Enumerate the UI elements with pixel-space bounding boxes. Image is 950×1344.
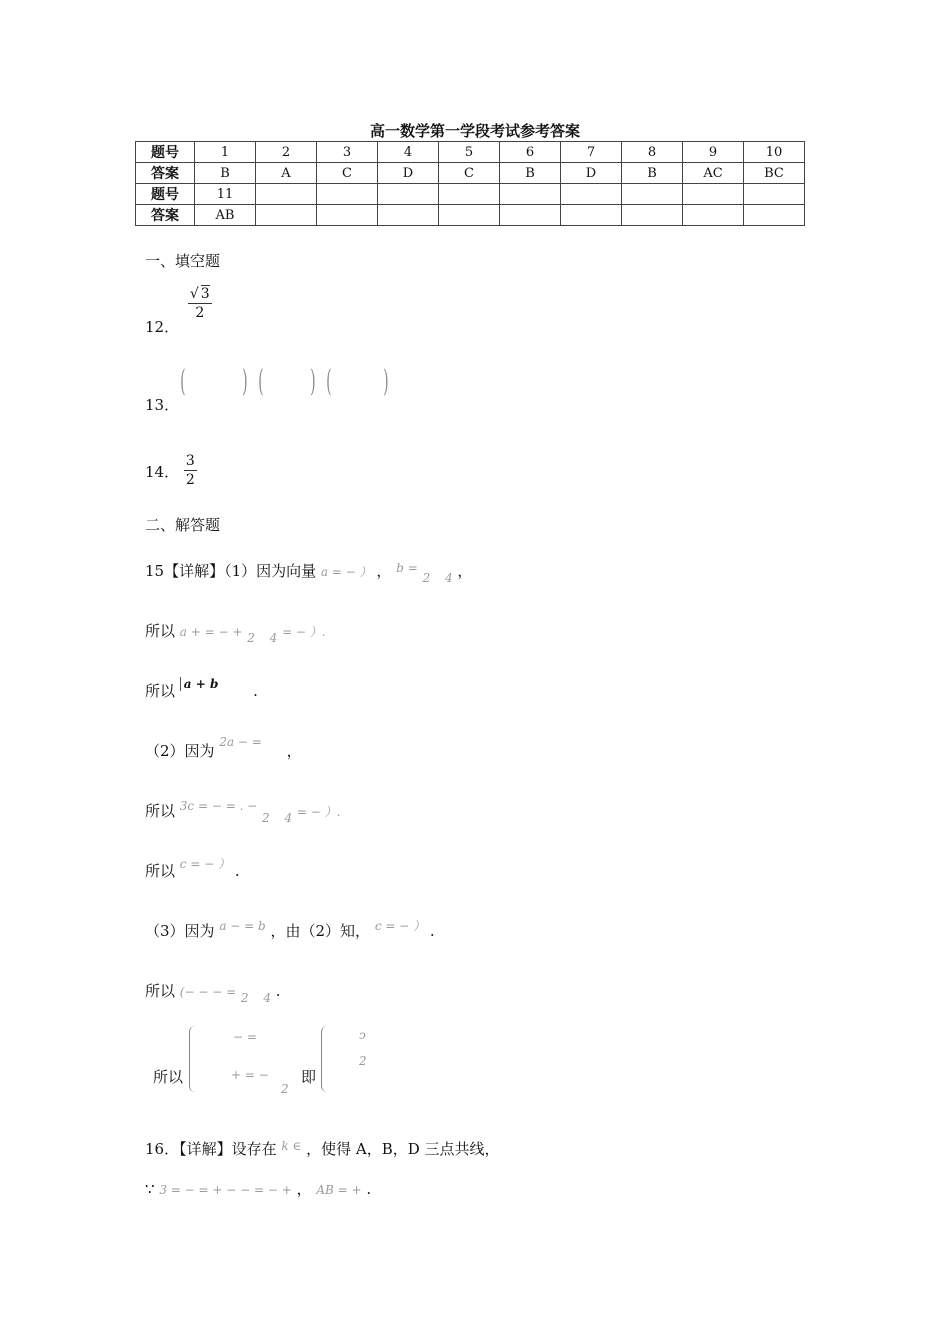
step-label: 所以 <box>145 862 176 880</box>
right-paren-icon: ) <box>310 364 316 399</box>
q15-system <box>153 1026 393 1096</box>
math-expression: 3 = − = + − − = − + <box>159 1183 292 1197</box>
math-expression: c = − ） <box>179 857 231 871</box>
text: 即 <box>301 1068 317 1086</box>
fraction-denominator: 2 <box>185 472 195 488</box>
row-label: 答案 <box>136 163 195 184</box>
question-label: 13． <box>145 396 180 414</box>
step-label: 所以 <box>145 802 176 820</box>
table-row <box>136 184 805 205</box>
math-expression: − = <box>233 1030 257 1044</box>
step-label: 所以 <box>145 622 176 640</box>
row-label: 题号 <box>136 184 195 205</box>
fraction-denominator: 4 <box>444 571 453 585</box>
table-cell: 4 <box>378 142 439 163</box>
part-label: （3）因为 <box>145 922 215 940</box>
table-cell <box>500 184 561 205</box>
math-expression: = − ）. <box>282 625 326 639</box>
math-expression: + = − <box>231 1068 269 1082</box>
punct: . <box>429 922 435 940</box>
fraction-denominator: 4 <box>269 631 278 645</box>
fraction-denominator: 4 <box>284 811 293 825</box>
page-title: 高一数学第一学段考试参考答案 <box>369 122 580 140</box>
table-cell: AC <box>683 163 744 184</box>
because-icon: ∵ <box>145 1180 155 1198</box>
math-expression: 3c = − = . − <box>179 799 258 813</box>
table-row <box>136 163 805 184</box>
sqrt-icon: √ <box>189 286 199 302</box>
table-cell: 2 <box>256 142 317 163</box>
math-expression: a + = − + <box>179 625 243 639</box>
math-expression: b = <box>396 561 418 575</box>
table-row <box>136 142 805 163</box>
math-expression: = − ）. <box>296 805 341 819</box>
table-row <box>136 205 805 226</box>
table-cell: 1 <box>195 142 256 163</box>
math-expression: ↄ <box>359 1028 366 1042</box>
math-expression: a = − ） <box>320 565 372 579</box>
step-label: 所以 <box>145 982 176 1000</box>
text: ，使得 A，B，D 三点共线， <box>306 1140 500 1158</box>
table-cell: 10 <box>744 142 805 163</box>
q16-step <box>145 1178 371 1199</box>
q15-step <box>145 620 326 645</box>
table-cell <box>439 205 500 226</box>
table-cell: 11 <box>195 184 256 205</box>
punct: . <box>275 982 281 1000</box>
fraction <box>184 452 197 489</box>
table-cell: C <box>317 163 378 184</box>
math-expression: AB = + <box>316 1183 362 1197</box>
question-16 <box>145 1138 500 1159</box>
interval-answers <box>177 364 392 399</box>
table-cell: B <box>195 163 256 184</box>
question-12 <box>145 285 210 336</box>
answer-table <box>135 141 805 226</box>
table-cell: B <box>622 163 683 184</box>
q16-label: 16．【详解】设存在 <box>145 1140 277 1158</box>
table-cell <box>561 205 622 226</box>
punct: ， <box>457 562 473 580</box>
fraction <box>188 285 212 322</box>
q15-step <box>145 799 341 825</box>
math-expression: k ∈ <box>281 1139 302 1153</box>
question-label: 12． <box>145 317 180 336</box>
right-paren-icon: ) <box>383 364 389 399</box>
punct: ， <box>376 562 392 580</box>
table-cell: 5 <box>439 142 500 163</box>
table-cell <box>683 205 744 226</box>
table-cell: 7 <box>561 142 622 163</box>
table-cell: 3 <box>317 142 378 163</box>
table-cell <box>378 205 439 226</box>
step-label: 所以 <box>153 1068 184 1086</box>
question-14 <box>145 452 197 489</box>
text: ，由（2）知， <box>270 922 371 940</box>
left-brace-icon <box>321 1026 332 1092</box>
math-expression: a − = b <box>219 919 266 933</box>
fraction-denominator: 2 <box>195 305 205 321</box>
table-cell: 6 <box>500 142 561 163</box>
table-cell <box>622 184 683 205</box>
fraction-numerator: 3 <box>200 286 210 302</box>
fraction-denominator: 2 <box>247 631 255 645</box>
row-label: 答案 <box>136 205 195 226</box>
table-cell <box>744 205 805 226</box>
section-heading-solutions: 二、解答题 <box>145 516 221 534</box>
q15-step <box>145 857 240 881</box>
fraction-numerator: 3 <box>185 453 195 469</box>
table-cell <box>256 205 317 226</box>
table-cell <box>378 184 439 205</box>
table-cell <box>256 184 317 205</box>
left-paren-icon: ( <box>180 364 186 399</box>
table-cell: 8 <box>622 142 683 163</box>
punct: . <box>234 862 240 880</box>
row-label: 题号 <box>136 142 195 163</box>
question-label: 14． <box>145 462 180 481</box>
table-cell <box>683 184 744 205</box>
punct: ， <box>296 1180 312 1198</box>
table-cell: AB <box>195 205 256 226</box>
punct: ， <box>286 742 302 760</box>
step-label: 所以 <box>145 682 176 700</box>
fraction-denominator: 4 <box>263 991 271 1005</box>
table-cell <box>317 205 378 226</box>
math-expression: 2a − = <box>219 735 262 749</box>
fraction-denominator: 2 <box>262 811 270 825</box>
q15-step <box>145 980 281 1005</box>
table-cell: A <box>256 163 317 184</box>
fraction-denominator: 2 <box>240 991 249 1005</box>
section-heading-fill: 一、填空题 <box>145 252 221 270</box>
table-cell: B <box>500 163 561 184</box>
math-expression: (− − − = <box>179 985 237 999</box>
table-cell <box>744 184 805 205</box>
table-cell <box>500 205 561 226</box>
left-brace-icon <box>189 1026 200 1092</box>
punct: . <box>253 682 258 700</box>
table-cell: BC <box>744 163 805 184</box>
q15-part3 <box>145 920 435 941</box>
table-cell: D <box>561 163 622 184</box>
part-label: （2）因为 <box>145 742 215 760</box>
question-13 <box>145 364 389 414</box>
table-cell <box>622 205 683 226</box>
q15-intro <box>145 560 473 585</box>
math-expression: 2 <box>359 1054 367 1068</box>
math-expression: c = − ） <box>374 919 426 933</box>
fraction-denominator: 2 <box>281 1082 289 1096</box>
math-expression: a + b <box>180 677 219 691</box>
left-paren-icon: ( <box>326 364 332 399</box>
q15-label: 15【详解】（1）因为向量 <box>145 562 317 580</box>
table-cell <box>317 184 378 205</box>
q15-part2 <box>145 735 302 761</box>
table-cell <box>561 184 622 205</box>
q15-step <box>145 677 258 701</box>
table-cell: C <box>439 163 500 184</box>
left-paren-icon: ( <box>258 364 264 399</box>
table-cell: 9 <box>683 142 744 163</box>
punct: . <box>366 1180 372 1198</box>
table-cell: D <box>378 163 439 184</box>
right-paren-icon: ) <box>241 364 248 399</box>
table-cell <box>439 184 500 205</box>
fraction-denominator: 2 <box>422 571 431 585</box>
